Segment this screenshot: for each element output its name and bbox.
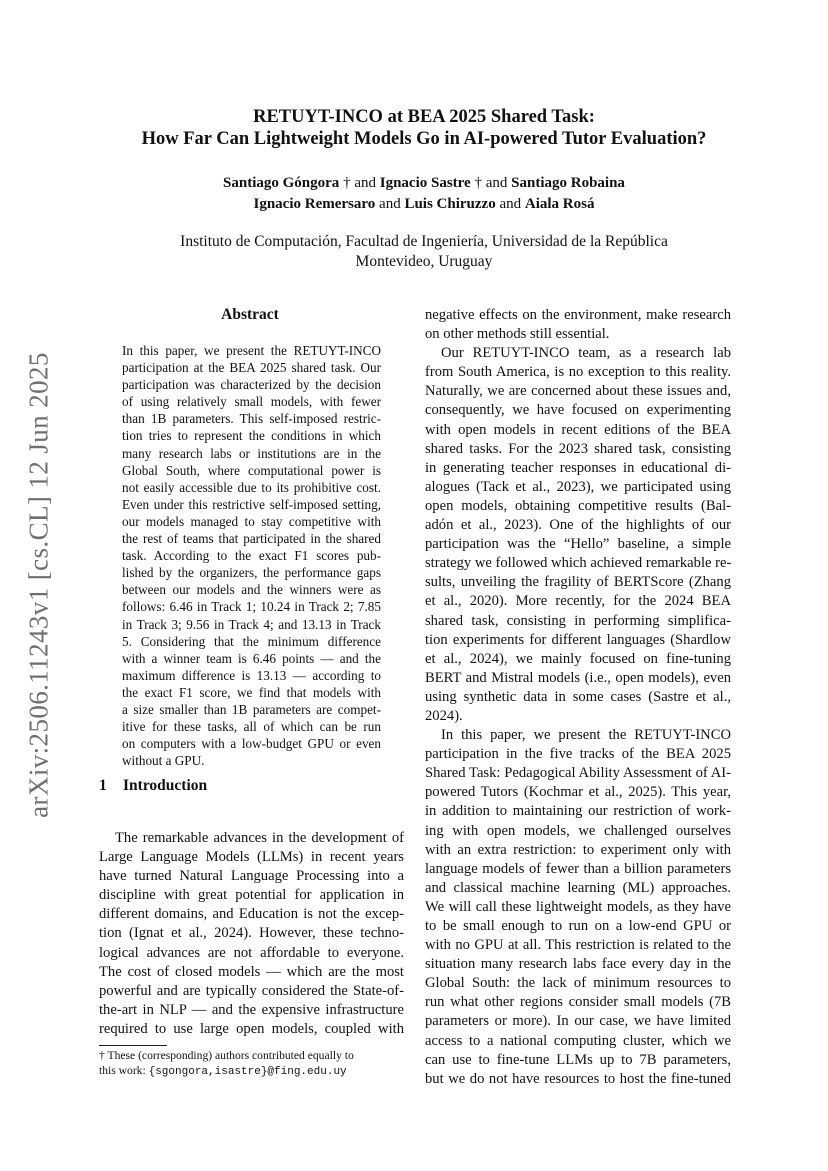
text-line: alogues (Tack et al., 2023), we participated using <box>425 478 731 495</box>
text-line: adón et al., 2023). One of the highlights of our <box>425 517 731 534</box>
text-line: tion tries to represent the conditions in which <box>122 428 381 444</box>
text-line: with open models in recent editions of the BEA <box>425 421 731 438</box>
text-line: Our RETUYT-INCO team, as a research lab <box>441 345 731 362</box>
text-line: Large Language Models (LLMs) in recent years <box>99 849 404 866</box>
text-line: not easily accessible due to its prohibitive cost. <box>122 479 381 495</box>
text-line: participation at the BEA 2025 shared task. Our <box>122 360 381 376</box>
text-line: the rest of teams that participated in the shared <box>122 531 381 547</box>
text-line: the-art in NLP — and the expensive infrastructure <box>99 1001 404 1018</box>
text-line: with no GPU at all. This restriction is related to the <box>425 937 731 954</box>
title-line-1: RETUYT-INCO at BEA 2025 Shared Task: <box>253 107 595 127</box>
text-line: of using relatively small models, with fewer <box>122 394 381 410</box>
author-name: Luis Chiruzzo <box>404 196 496 212</box>
text-line: open models, obtaining competitive results (Bal- <box>425 497 731 514</box>
text-line: tion (Ignat et al., 2024). However, these techno- <box>99 925 404 942</box>
text-line: We will call these lightweight models, as they have <box>425 898 731 915</box>
text-line: Even under this restrictive self-imposed setting, <box>122 496 381 512</box>
section-number: 1 <box>99 777 107 794</box>
text-line: without a GPU. <box>122 753 205 769</box>
author-separator: † and <box>339 175 380 191</box>
text-line: the exact F1 score, we find that models with <box>122 684 381 700</box>
text-line: but we do not have resources to host the fine-tuned <box>425 1070 731 1087</box>
text-line: on computers with a low-budget GPU or even <box>122 736 381 752</box>
text-line: powered Tutors (Kochmar et al., 2025). This year, <box>425 784 731 801</box>
text-line: can use to fine-tune LLMs up to 7B parameters, <box>425 1051 731 1068</box>
text-line: with an extra restriction: to experiment only with <box>425 841 731 858</box>
footnote-prefix: this work: <box>99 1064 149 1077</box>
text-line: in addition to maintaining our restriction of work- <box>425 803 731 820</box>
author-separator: and <box>495 196 525 212</box>
text-line: 5. Considering that the minimum difference <box>122 633 381 649</box>
text-line: powerful and are typically considered the State-of- <box>99 982 404 999</box>
authors-line-2 <box>90 194 758 215</box>
text-line: discipline with great potential for application in <box>99 887 404 904</box>
text-line: in generating teacher responses in educational di- <box>425 459 731 476</box>
abstract-heading: Abstract <box>221 306 279 323</box>
text-line: participation in the five tracks of the BEA 2025 <box>425 746 731 763</box>
text-line: many research labs or institutions are in the <box>122 445 381 461</box>
text-line: task. According to the exact F1 scores pub- <box>122 548 381 564</box>
section-title: Introduction <box>123 777 208 794</box>
author-name: Aiala Rosá <box>524 196 595 212</box>
text-line: participation was characterized by the decision <box>122 377 381 393</box>
text-line: our models managed to stay competitive with <box>122 513 381 529</box>
text-line: between our models and the winners were as <box>122 582 381 598</box>
text-line: from South America, is no exception to this reality. <box>425 364 731 381</box>
footnote-line-2 <box>99 1063 404 1080</box>
text-line: run what other regions consider small models (7B <box>425 994 731 1011</box>
abstract-body <box>122 342 381 769</box>
text-line: The remarkable advances in the development of <box>115 830 404 846</box>
text-line: logical advances are not affordable to everyone. <box>99 944 404 961</box>
text-line: In this paper, we present the RETUYT-INCO <box>441 727 731 744</box>
text-line: et al., 2024), we mainly focused on fine-tuning <box>425 650 731 667</box>
text-line: follows: 6.46 in Track 1; 10.24 in Track 2; 7.85 <box>122 599 381 615</box>
text-line: sults, unveiling the fragility of BERTScore (Zhang <box>425 574 731 591</box>
text-line: language models of fewer than a billion parameters <box>425 860 731 877</box>
text-line: ing with open models, we challenged ourselves <box>425 822 731 839</box>
text-line: lished by the organizers, the performance gaps <box>122 565 381 581</box>
text-line: tion experiments for different languages (Shardlow <box>425 631 731 648</box>
text-line: a size smaller than 1B parameters are compet- <box>122 701 381 717</box>
affiliation <box>90 232 758 272</box>
text-line: using synthetic data in some cases (Sastre et al., <box>425 688 731 705</box>
text-line: shared task, consisting in performing simplifica- <box>425 612 731 629</box>
text-line: et al., 2020). More recently, for the 2024 BEA <box>425 593 731 610</box>
text-line: Naturally, we are concerned about these issues and, <box>425 383 731 400</box>
text-line: itive for these tasks, all of which can be run <box>122 719 381 735</box>
text-line: have turned Natural Language Processing into a <box>99 868 404 885</box>
text-line: on other methods still essential. <box>425 326 610 343</box>
right-column-body <box>425 306 731 1089</box>
authors-line-1 <box>90 173 758 194</box>
author-name: Ignacio Sastre <box>379 175 471 191</box>
text-line: Shared Task: Pedagogical Ability Assessment of AI- <box>425 765 731 782</box>
text-line: in Track 3; 9.56 in Track 4; and 13.13 in Track <box>122 616 381 632</box>
affiliation-line-2: Montevideo, Uruguay <box>355 253 493 270</box>
arxiv-identifier-text: arXiv:2506.11243v1 [cs.CL] 12 Jun 2025 <box>23 352 54 818</box>
paper-title <box>90 106 758 150</box>
introduction-body <box>99 829 404 1039</box>
author-separator: and <box>375 196 405 212</box>
text-line: 2024). <box>425 707 463 724</box>
text-line: to be small enough to run on a low-end GPU or <box>425 918 731 934</box>
text-line: than 1B parameters. This self-imposed restric- <box>122 411 381 427</box>
footnote-email: {sgongora,isastre}@fing.edu.uy <box>148 1066 347 1078</box>
text-line: Global South, where computational power is <box>122 462 381 478</box>
text-line: access to a national computing cluster, which we <box>425 1032 731 1049</box>
text-line: participation was the “Hello” baseline, a simple <box>425 536 731 553</box>
footnote-rule <box>99 1045 167 1046</box>
text-line: strategy we followed which achieved remarkable re- <box>425 555 732 572</box>
text-line: shared tasks. For the 2023 shared task, consisting <box>425 440 731 457</box>
text-line: required to use large open models, coupled with <box>99 1020 404 1037</box>
text-line: In this paper, we present the RETUYT-INCO <box>122 343 381 358</box>
text-line: BERT and Mistral models (i.e., open models), even <box>425 669 731 686</box>
text-line: The cost of closed models — which are the most <box>99 963 404 980</box>
text-line: consequently, we have focused on experimenting <box>425 402 731 419</box>
title-line-2: How Far Can Lightweight Models Go in AI-powered Tutor Evaluation? <box>141 129 707 149</box>
arxiv-identifier <box>14 345 64 825</box>
section-heading <box>99 777 207 795</box>
author-name: Santiago Robaina <box>511 175 625 191</box>
text-line: Global South: the lack of minimum resources to <box>425 975 731 992</box>
text-line: different domains, and Education is not the excep- <box>99 906 404 923</box>
footnote-line-1: † These (corresponding) authors contributed equally to <box>99 1049 354 1062</box>
author-list <box>90 173 758 215</box>
text-line: maximum difference is 13.13 — according to <box>122 667 381 683</box>
author-name: Ignacio Remersaro <box>253 196 376 212</box>
text-line: situation many research labs face every day in the <box>425 956 731 973</box>
affiliation-line-1: Instituto de Computación, Facultad de Ingeniería, Universidad de la República <box>180 233 668 250</box>
text-line: and classical machine learning (ML) approaches. <box>425 879 731 896</box>
text-line: parameters or more). In our case, we have limited <box>425 1013 731 1030</box>
text-line: negative effects on the environment, make research <box>425 307 731 323</box>
text-line: with a winner team is 6.46 points — and the <box>122 650 381 666</box>
author-separator: † and <box>470 175 512 191</box>
footnote <box>99 1048 404 1080</box>
author-name: Santiago Góngora <box>223 175 340 191</box>
